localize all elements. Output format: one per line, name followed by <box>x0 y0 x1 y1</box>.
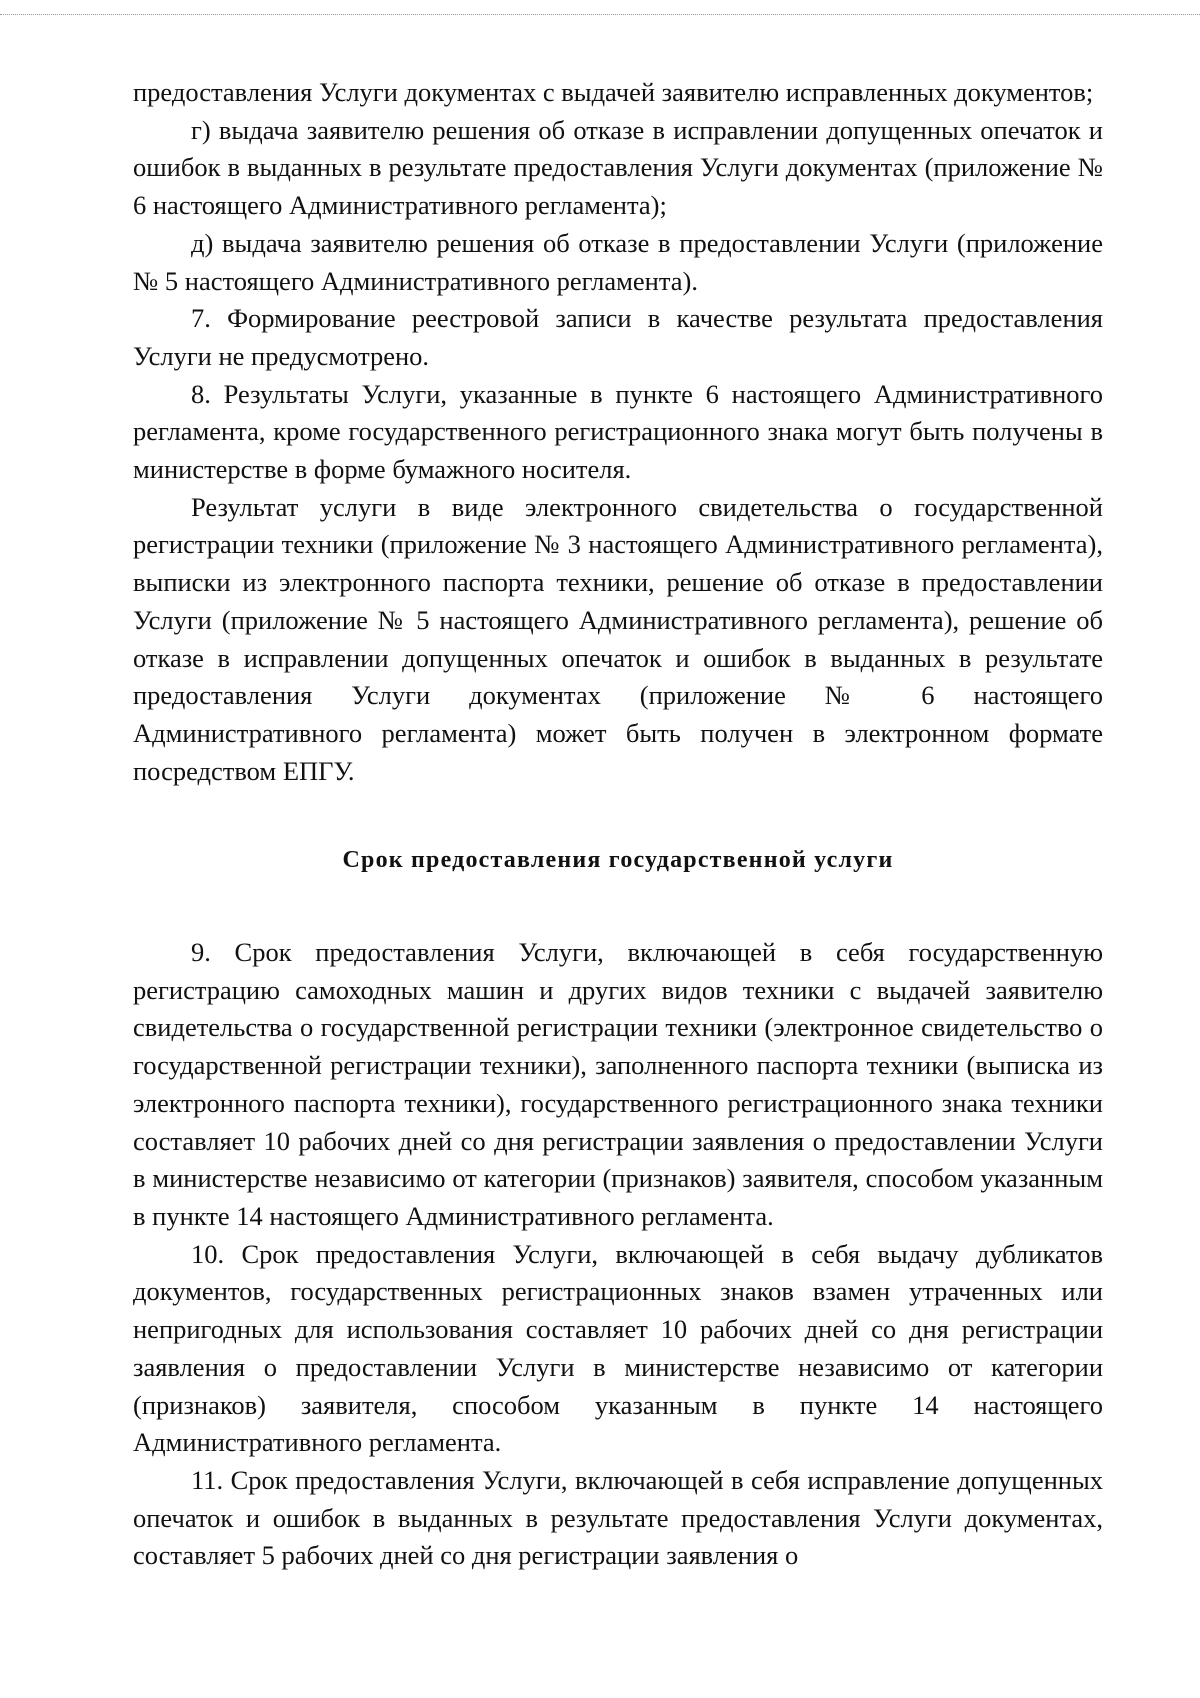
paragraph-8: 8. Результаты Услуги, указанные в пункте 6 настоящего Административного регламента, кроме государственного регистрационного знака могут быть получены в министерстве в форме бумажного носителя. <box>133 378 1103 485</box>
paragraph-electronic-result: Результат услуги в виде электронного свидетельства о государственной регистрации техники (приложение № 3 настоящего Административного регламента), выписки из электронного паспорта техники, решение об отказе в предоставлении Услуги (приложение № 5 настоящего Административного регламента), решение об отказе в исправлении допущенных опечаток и ошибок в выданных в результате предоставления Услуги документах (приложение № 6 настоящего Административного регламента) может быть получен в электронном формате посредством ЕПГУ. <box>133 491 1103 786</box>
paragraph-7: 7. Формирование реестровой записи в качестве результата предоставления Услуги не предусмотрено. <box>133 303 1103 371</box>
paragraph-continuation: предоставления Услуги документах с выдачей заявителю исправленных документов; <box>133 77 1094 107</box>
paragraph-9: 9. Срок предоставления Услуги, включающей в себя государственную регистрацию самоходных машин и других видов техники с выдачей заявителю свидетельства о государственной регистрации техники (электронное свидетельство о государственной регистрации техники), заполненного паспорта техники (выписка из электронного паспорта техники), государственного регистрационного знака техники составляет 10 рабочих дней со дня регистрации заявления о предоставлении Услуги в министерстве независимо от категории (признаков) заявителя, способом указанным в пункте 14 настоящего Административного регламента. <box>133 937 1103 1231</box>
paragraph-item-d: д) выдача заявителю решения об отказе в предоставлении Услуги (приложение № 5 настоящего Административного регламента). <box>133 227 1103 296</box>
section-heading: Срок предоставления государственной услуги <box>342 847 894 874</box>
document-page <box>133 74 1103 1575</box>
paragraph-10: 10. Срок предоставления Услуги, включающей в себя выдачу дубликатов документов, государственных регистрационных знаков взамен утраченных или непригодных для использования составляет 10 рабочих дней со дня регистрации заявления о предоставлении Услуги в министерстве независимо от категории (признаков) заявителя, способом указанным в пункте 14 настоящего Административного регламента. <box>133 1238 1103 1458</box>
paragraph-11: 11. Срок предоставления Услуги, включающей в себя исправление допущенных опечаток и ошибок в выданных в результате предоставления Услуги документах, составляет 5 рабочих дней со дня регистрации заявления о <box>133 1464 1103 1571</box>
scan-top-edge <box>0 14 1200 15</box>
paragraph-item-g: г) выдача заявителю решения об отказе в исправлении допущенных опечаток и ошибок в выданных в результате предоставления Услуги документах (приложение № 6 настоящего Административного регламента); <box>133 114 1103 221</box>
